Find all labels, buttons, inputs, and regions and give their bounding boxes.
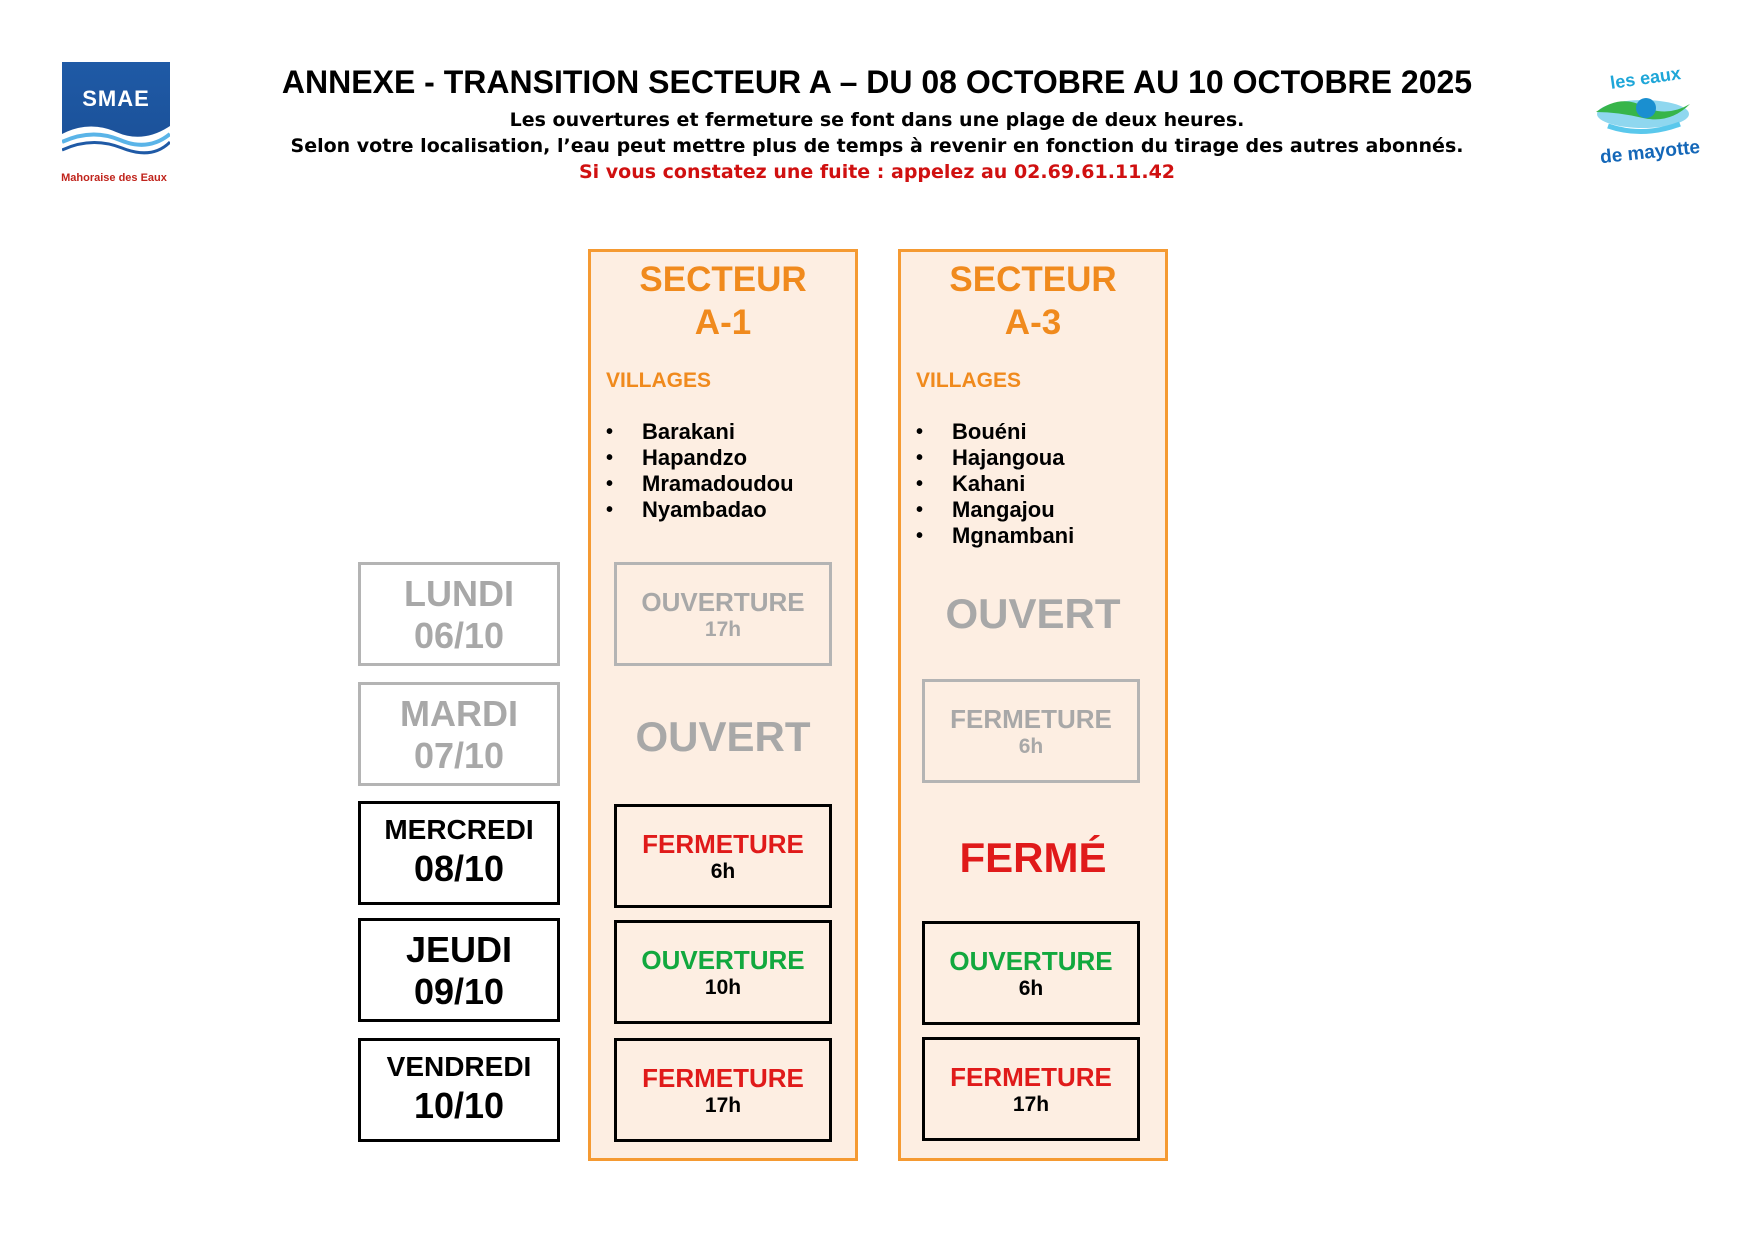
list-item: • Bouéni — [916, 419, 1074, 445]
day-box-mercredi — [358, 801, 560, 905]
smae-tagline: Mahoraise des Eaux — [61, 172, 167, 184]
a3-event-lundi: OUVERT — [945, 590, 1121, 637]
day-name: JEUDI — [405, 929, 513, 970]
event-label: OUVERTURE — [949, 946, 1113, 976]
info-line-leak-phone: Si vous constatez une fuite : appelez au 02.69.61.11.42 — [578, 161, 1176, 183]
day-box-mardi — [358, 682, 560, 786]
event-label: FERMETURE — [950, 1062, 1112, 1092]
day-name: MERCREDI — [384, 814, 534, 845]
event-label: FERMETURE — [642, 1063, 804, 1093]
list-item: • Nyambadao — [606, 497, 794, 523]
a1-event-vendredi — [614, 1038, 832, 1142]
day-date: 07/10 — [413, 735, 505, 776]
a3-event-mercredi: FERMÉ — [959, 834, 1107, 881]
day-name: VENDREDI — [386, 1051, 532, 1082]
wave-icon — [62, 62, 170, 167]
day-box-jeudi — [358, 918, 560, 1022]
event-time: 17h — [1012, 1093, 1050, 1116]
a1-event-mardi: OUVERT — [635, 713, 811, 760]
a1-event-lundi — [614, 562, 832, 666]
a3-event-jeudi — [922, 921, 1140, 1025]
sector-a3-village-list — [916, 419, 1074, 549]
list-item: • Hajangoua — [916, 445, 1074, 471]
list-item: • Mramadoudou — [606, 471, 794, 497]
info-line-location: Selon votre localisation, l’eau peut mettre plus de temps à revenir en fonction du tirage des autres abonnés. — [290, 135, 1464, 157]
day-name: MARDI — [400, 693, 518, 734]
info-line-schedule: Les ouvertures et fermeture se font dans une plage de deux heures. — [509, 109, 1245, 131]
a1-event-jeudi — [614, 920, 832, 1024]
event-time: 6h — [1018, 977, 1044, 1000]
eaux-logo-bottom: de mayotte — [1599, 136, 1702, 169]
sector-a1-title — [588, 258, 858, 344]
smae-logo — [62, 62, 170, 167]
smae-logo-text: SMAE — [82, 86, 150, 111]
event-label: FERMETURE — [950, 704, 1112, 734]
sector-a3-title-line2: A-3 — [1004, 303, 1062, 342]
day-box-vendredi — [358, 1038, 560, 1142]
a3-event-mardi — [922, 679, 1140, 783]
event-time: 10h — [704, 976, 742, 999]
list-item: • Mgnambani — [916, 523, 1074, 549]
list-item: • Barakani — [606, 419, 794, 445]
a3-event-vendredi — [922, 1037, 1140, 1141]
sector-a1-villages-label: VILLAGES — [606, 369, 712, 392]
sector-a1-title-line1: SECTEUR — [639, 260, 807, 299]
event-time: 6h — [710, 860, 736, 883]
day-date: 08/10 — [413, 848, 505, 889]
sector-a3-title-line1: SECTEUR — [949, 260, 1117, 299]
event-label: FERMETURE — [642, 829, 804, 859]
a1-event-mercredi — [614, 804, 832, 908]
page-title: ANNEXE - TRANSITION SECTEUR A – DU 08 OCTOBRE AU 10 OCTOBRE 2025 — [281, 64, 1473, 100]
event-label: OUVERTURE — [641, 587, 805, 617]
sector-a3-villages-label: VILLAGES — [916, 369, 1022, 392]
sector-a1-title-line2: A-1 — [694, 303, 752, 342]
list-item: • Mangajou — [916, 497, 1074, 523]
sector-a3-title — [898, 258, 1168, 344]
list-item: • Hapandzo — [606, 445, 794, 471]
day-date: 06/10 — [413, 615, 505, 656]
day-box-lundi — [358, 562, 560, 666]
event-label: OUVERTURE — [641, 945, 805, 975]
day-date: 10/10 — [413, 1085, 505, 1126]
event-time: 17h — [704, 618, 742, 641]
event-time: 6h — [1018, 735, 1044, 758]
sector-a1-village-list — [606, 419, 794, 523]
day-name: LUNDI — [404, 573, 514, 614]
event-time: 17h — [704, 1094, 742, 1117]
day-date: 09/10 — [413, 971, 505, 1012]
eaux-logo-top: les eaux — [1608, 63, 1683, 93]
list-item: • Kahani — [916, 471, 1074, 497]
